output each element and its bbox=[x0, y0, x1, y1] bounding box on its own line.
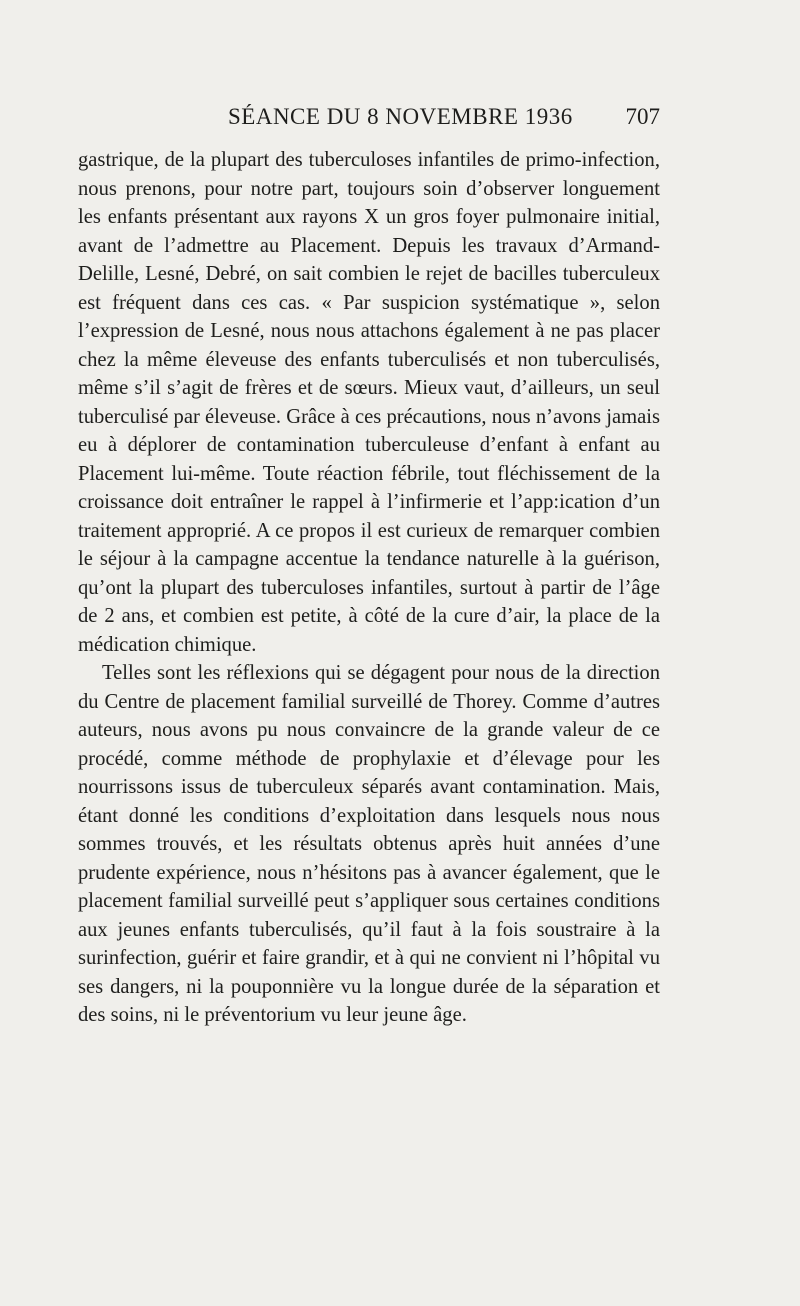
running-head bbox=[78, 104, 660, 138]
paragraph-1: gastrique, de la plupart des tuberculoses infantiles de primo-infection, nous prenons, pour notre part, toujours soin d’observer longuement les enfants présentant aux rayons X un gros foyer pulmonaire initial, avant de l’admettre au Placement. Depuis les travaux d’Armand-Delille, Lesné, Debré, on sait combien le rejet de bacilles tuberculeux est fréquent dans ces cas. « Par suspicion systématique », selon l’expression de Lesné, nous nous attachons également à ne pas placer chez la même éleveuse des enfants tuberculisés et non tuberculisés, même s’il s’agit de frères et de sœurs. Mieux vaut, d’ailleurs, un seul tuberculisé par éleveuse. Grâce à ces précautions, nous n’avons jamais eu à déplorer de contamination tuberculeuse d’enfant à enfant au Placement lui-même. Toute réaction fébrile, tout fléchissement de la croissance doit entraîner le rappel à l’infirmerie et l’app:ication d’un traitement approprié. A ce propos il est curieux de remarquer combien le séjour à la campagne accentue la tendance naturelle à la guérison, qu’ont la plupart des tuberculoses infantiles, surtout à partir de l’âge de 2 ans, et combien est petite, à côté de la cure d’air, la place de la médication chimique. bbox=[78, 149, 660, 656]
paragraph-2: Telles sont les réflexions qui se dégagent pour nous de la direction du Centre de placement familial surveillé de Thorey. Comme d’autres auteurs, nous avons pu nous convaincre de la grande valeur de ce procédé, comme méthode de prophylaxie et d’élevage pour les nourrissons issus de tuberculeux séparés avant contamination. Mais, étant donné les conditions d’exploitation dans lesquels nous nous sommes trouvés, et les résultats obtenus après huit années d’une prudente expérience, nous n’hésitons pas à avancer également, que le placement familial surveillé peut s’appliquer sous certaines conditions aux jeunes enfants tuberculisés, qu’il faut à la fois soustraire à la surinfection, guérir et faire grandir, et à qui ne convient ni l’hôpital vu ses dangers, ni la pouponnière vu la longue durée de la séparation et des soins, ni le préventorium vu leur jeune âge. bbox=[78, 662, 660, 1026]
page-number: 707 bbox=[625, 104, 660, 129]
running-head-title: SÉANCE DU 8 NOVEMBRE 1936 bbox=[228, 104, 573, 129]
body-text bbox=[78, 146, 660, 1030]
